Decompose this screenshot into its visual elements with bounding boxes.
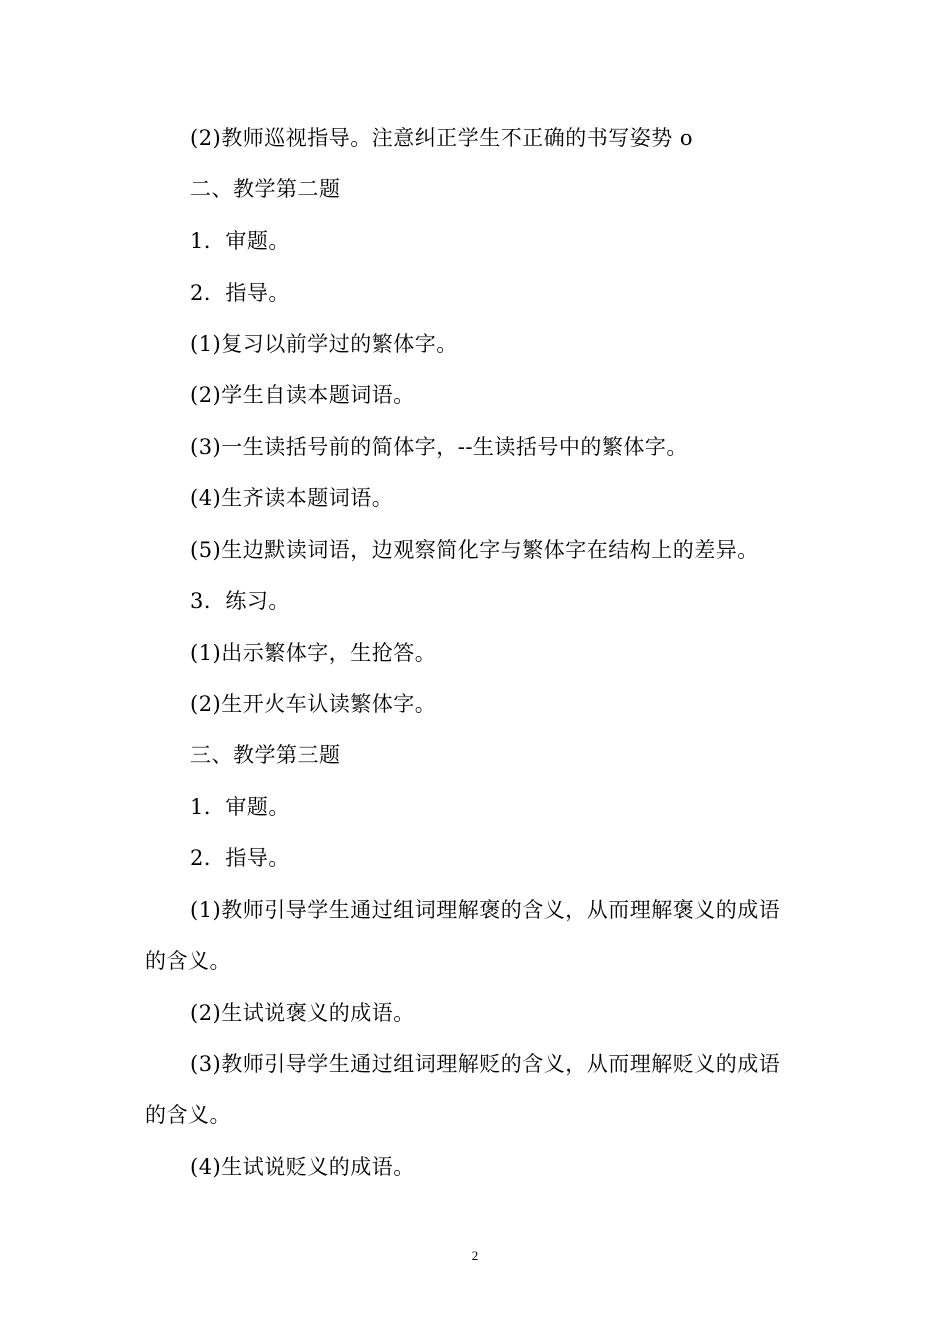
section-heading: 二、教学第二题 — [190, 177, 341, 201]
paragraph-line: (3)教师引导学生通过组词理解贬的含义，从而理解贬义的成语 — [190, 1052, 781, 1076]
paragraph-line: (1)教师引导学生通过组词理解褒的含义，从而理解褒义的成语 — [190, 898, 781, 922]
paragraph-continuation: 的含义。 — [145, 949, 231, 973]
paragraph-line: (4)生齐读本题词语。 — [190, 486, 394, 510]
section-heading: 三、教学第三题 — [190, 743, 341, 767]
paragraph-line: 2．指导。 — [190, 281, 290, 305]
paragraph-line: 2．指导。 — [190, 846, 290, 870]
paragraph-continuation: 的含义。 — [145, 1103, 231, 1127]
paragraph-line: (2)学生自读本题词语。 — [190, 383, 415, 407]
paragraph-line: (4)生试说贬义的成语。 — [190, 1155, 415, 1179]
paragraph-line: 1．审题。 — [190, 229, 290, 253]
paragraph-line: 1．审题。 — [190, 795, 290, 819]
paragraph-line: (2)生试说褒义的成语。 — [190, 1001, 415, 1025]
paragraph-line: (3)一生读括号前的简体字，--生读括号中的繁体字。 — [190, 435, 688, 459]
paragraph-line: (5)生边默读词语，边观察简化字与繁体字在结构上的差异。 — [190, 538, 759, 562]
paragraph-line: (1)出示繁体字，生抢答。 — [190, 641, 437, 665]
paragraph-line: (2)教师巡视指导。注意纠正学生不正确的书写姿势 o — [190, 126, 694, 150]
paragraph-line: 3．练习。 — [190, 589, 290, 613]
page-number: 2 — [471, 1248, 479, 1263]
paragraph-line: (2)生开火车认读繁体字。 — [190, 692, 437, 716]
paragraph-line: (1)复习以前学过的繁体字。 — [190, 332, 458, 356]
